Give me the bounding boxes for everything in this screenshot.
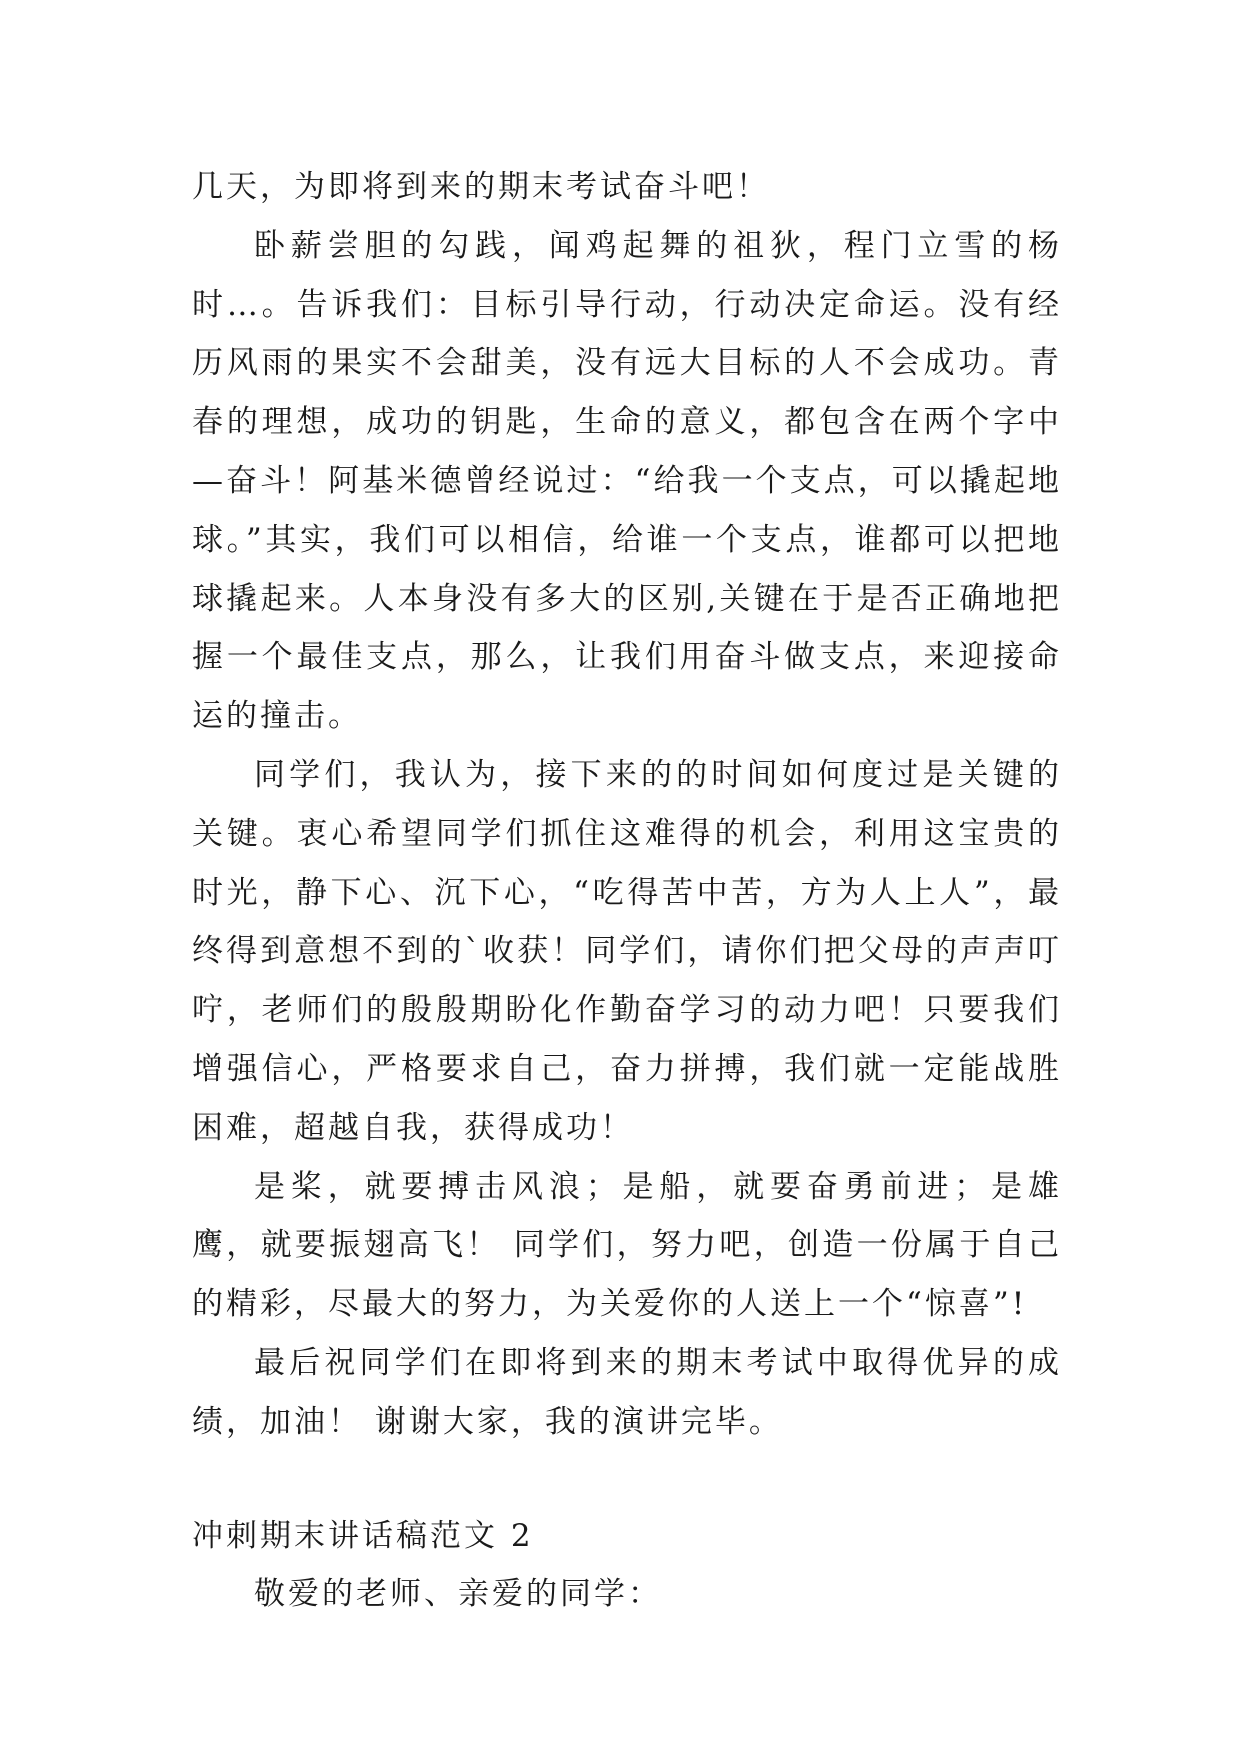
paragraph: 最后祝同学们在即将到来的期末考试中取得优异的成绩，加油！ 谢谢大家，我的演讲完毕。	[192, 1344, 1062, 1440]
salutation: 敬爱的老师、亲爱的同学：	[254, 1576, 662, 1613]
paragraph: 卧薪尝胆的勾践，闻鸡起舞的祖狄，程门立雪的杨时…。告诉我们：目标引导行动，行动决定命运。没有经历风雨的果实不会甜美，没有远大目标的人不会成功。青春的理想，成功的钥匙，生命的意义，都包含在两个字中—奋斗！阿基米德曾经说过：“给我一个支点，可以撬起地球。”其实，我们可以相信，给谁一个支点，谁都可以把地球撬起来。人本身没有多大的区别,关键在于是否正确地把握一个最佳支点，那么，让我们用奋斗做支点，来迎接命运的撞击。	[192, 227, 1062, 735]
section-title: 冲刺期末讲话稿范文 2	[192, 1517, 534, 1554]
paragraph: 同学们，我认为，接下来的的时间如何度过是关键的关键。衷心希望同学们抓住这难得的机会，利用这宝贵的时光，静下心、沉下心，“吃得苦中苦，方为人上人”，最终得到意想不到的`收获！同学们，请你们把父母的声声叮咛，老师们的殷殷期盼化作勤奋学习的动力吧！只要我们增强信心，严格要求自己，奋力拼搏，我们就一定能战胜困难，超越自我，获得成功！	[192, 756, 1062, 1146]
paragraph-continued: 几天，为即将到来的期末考试奋斗吧！	[192, 169, 770, 205]
document-page	[192, 158, 1062, 1624]
paragraph: 是桨，就要搏击风浪；是船，就要奋勇前进；是雄鹰，就要振翅高飞！ 同学们，努力吧，创造一份属于自己的精彩，尽最大的努力，为关爱你的人送上一个“惊喜”!	[192, 1168, 1062, 1323]
